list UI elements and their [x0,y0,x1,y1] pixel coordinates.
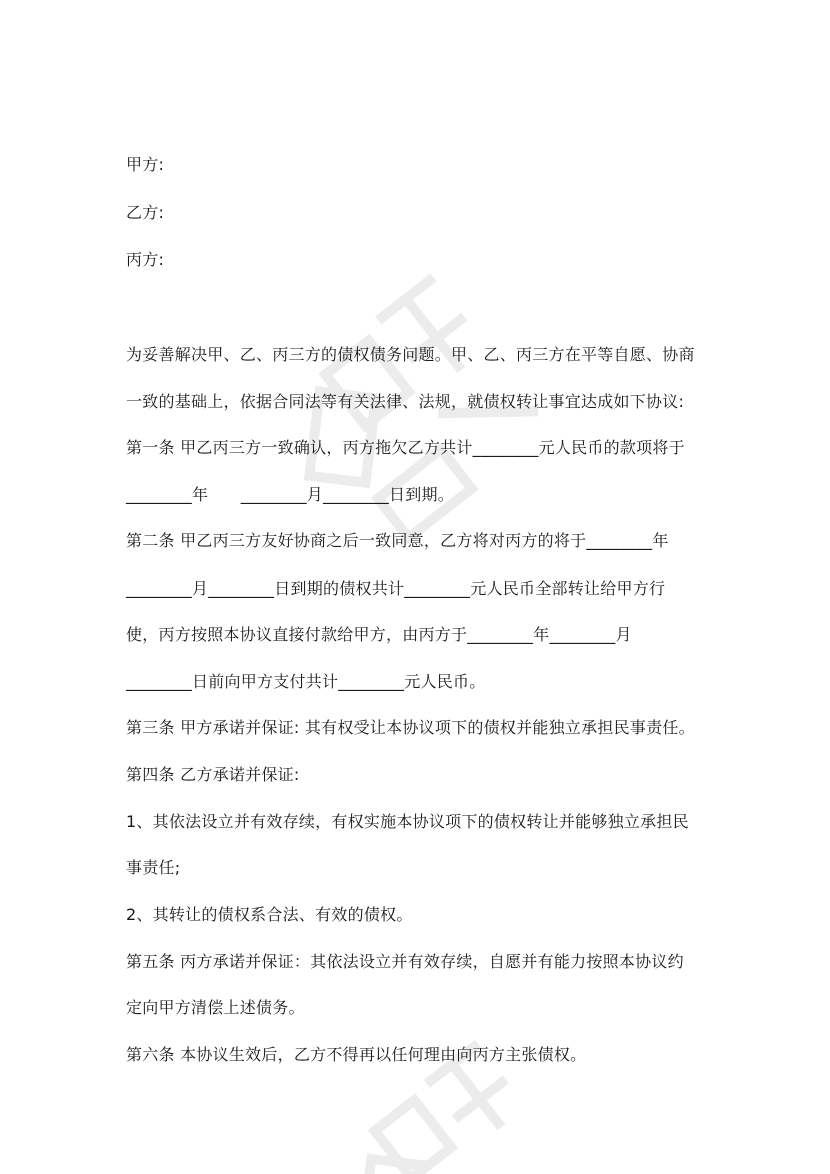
article-6-line: 第六条 本协议生效后，乙方不得再以任何理由向丙方主张债权。 [126,1045,587,1064]
article-4-line: 事责任; [126,858,181,877]
party-a-label: 甲方: [126,155,165,174]
article-3-line: 第三条 甲方承诺并保证: 其有权受让本协议项下的债权并能独立承担民事责任。 [126,718,695,737]
preamble-line: 为妥善解决甲、乙、丙三方的债权债务问题。甲、乙、丙三方在平等自愿、协商 [126,345,695,364]
article-5-line: 第五条 丙方承诺并保证：其依法设立并有效存续，自愿并有能力按照本协议约 [126,952,684,971]
article-2-line: ________日前向甲方支付共计________元人民币。 [126,672,486,691]
article-1-line: 第一条 甲乙丙三方一致确认，丙方拖欠乙方共计________元人民币的款项将于 [126,438,685,457]
article-4-line: 1、其依法设立并有效存续，有权实施本协议项下的债权转让并能够独立承担民 [126,812,689,831]
party-c-label: 丙方: [126,250,165,269]
article-1-line: ________年 ________月________日到期。 [126,485,455,504]
article-4-line: 2、其转让的债权系合法、有效的债权。 [126,905,413,924]
party-b-label: 乙方: [126,203,165,222]
article-4-heading: 第四条 乙方承诺并保证: [126,765,300,784]
article-2-line: ________月________日到期的债权共计________元人民币全部转让给甲方行 [126,579,666,598]
article-2-line: 第二条 甲乙丙三方友好协商之后一致同意，乙方将对丙方的将于________年 [126,531,669,550]
article-2-line: 使，丙方按照本协议直接付款给甲方，由丙方于________年________月 [126,625,632,644]
article-5-line: 定向甲方清偿上述债务。 [126,998,305,1017]
preamble-line: 一致的基础上，依据合同法等有关法律、法规，就债权转让事宜达成如下协议: [126,392,685,411]
